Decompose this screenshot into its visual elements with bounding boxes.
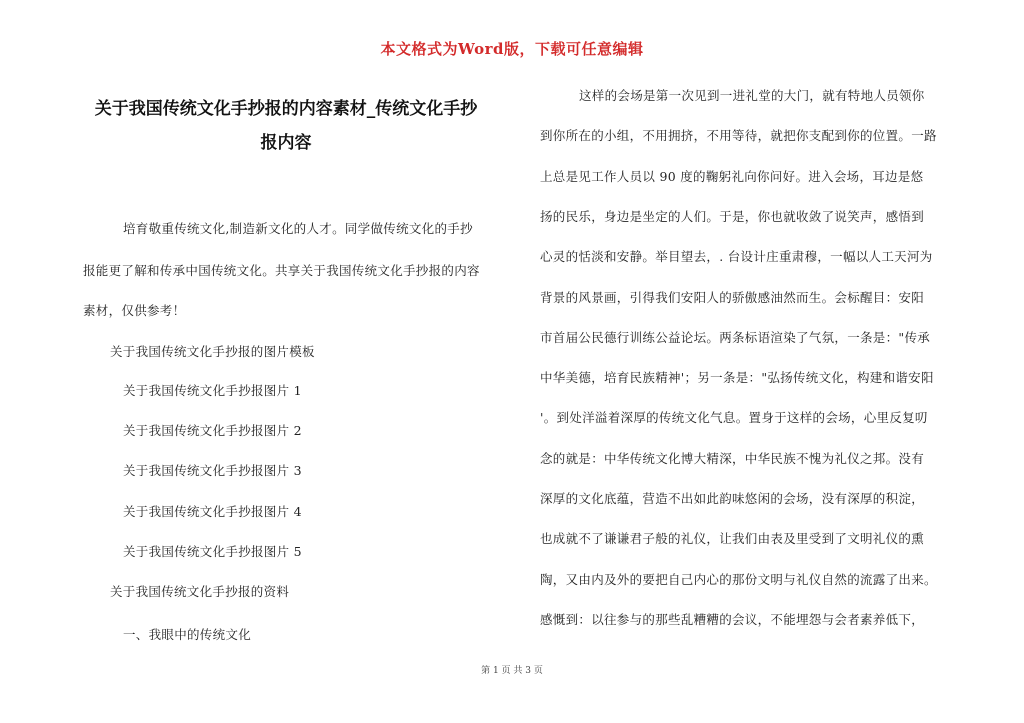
body-line-1: 这样的会场是第一次见到一进礼堂的大门，就有特地人员领你 (579, 88, 925, 103)
body-line-3: 上总是见工作人员以 90 度的鞠躬礼向你问好。进入会场，耳边是悠 (540, 169, 924, 184)
subheading: 一、我眼中的传统文化 (123, 627, 252, 642)
title-line-2: 报内容 (260, 133, 312, 153)
body-line-12: 也成就不了谦谦君子般的礼仪，让我们由表及里受到了文明礼仪的熏 (540, 531, 925, 546)
body-line-4: 扬的民乐，身边是坐定的人们。于是，你也就收敛了说笑声，感悟到 (540, 209, 925, 224)
section-heading-materials: 关于我国传统文化手抄报的资料 (110, 584, 290, 599)
image-caption-2: 关于我国传统文化手抄报图片 2 (123, 423, 302, 438)
image-caption-1: 关于我国传统文化手抄报图片 1 (123, 383, 302, 398)
body-line-11: 深厚的文化底蕴，营造不出如此韵味悠闲的会场，没有深厚的积淀， (540, 491, 925, 506)
body-line-6: 背景的风景画，引得我们安阳人的骄傲感油然而生。会标醒目：安阳 (540, 290, 925, 305)
title-line-1: 关于我国传统文化手抄报的内容素材_传统文化手抄 (94, 99, 478, 119)
body-line-8: 中华美德，培育民族精神'；另一条是："弘扬传统文化，构建和谐安阳 (540, 370, 934, 385)
intro-line-3: 素材，仅供参考！ (83, 303, 186, 318)
section-heading-templates: 关于我国传统文化手抄报的图片模板 (110, 344, 315, 359)
body-line-10: 念的就是：中华传统文化博大精深，中华民族不愧为礼仪之邦。没有 (540, 451, 925, 466)
image-caption-5: 关于我国传统文化手抄报图片 5 (123, 544, 302, 559)
document-banner: 本文格式为Word版，下载可任意编辑 (380, 40, 644, 58)
page-number: 第 1 页 共 3 页 (481, 666, 543, 676)
image-caption-3: 关于我国传统文化手抄报图片 3 (123, 463, 302, 478)
intro-line-1: 培育敬重传统文化,制造新文化的人才。同学做传统文化的手抄 (123, 221, 473, 236)
image-caption-4: 关于我国传统文化手抄报图片 4 (123, 504, 302, 519)
document-title (62, 92, 510, 160)
body-line-2: 到你所在的小组，不用拥挤，不用等待，就把你支配到你的位置。一路 (540, 128, 937, 143)
body-line-14: 感慨到：以往参与的那些乱糟糟的会议，不能埋怨与会者素养低下， (540, 612, 925, 627)
body-line-9: '。到处洋溢着深厚的传统文化气息。置身于这样的会场，心里反复叨 (540, 410, 928, 425)
body-line-5: 心灵的恬淡和安静。举目望去，. 台设计庄重肃穆，一幅以人工天河为 (540, 249, 933, 264)
body-line-13: 陶，又由内及外的要把自己内心的那份文明与礼仪自然的流露了出来。 (540, 572, 937, 587)
intro-line-2: 报能更了解和传承中国传统文化。共享关于我国传统文化手抄报的内容 (83, 263, 480, 278)
body-line-7: 市首届公民德行训练公益论坛。两条标语渲染了气氛，一条是："传承 (540, 330, 931, 345)
